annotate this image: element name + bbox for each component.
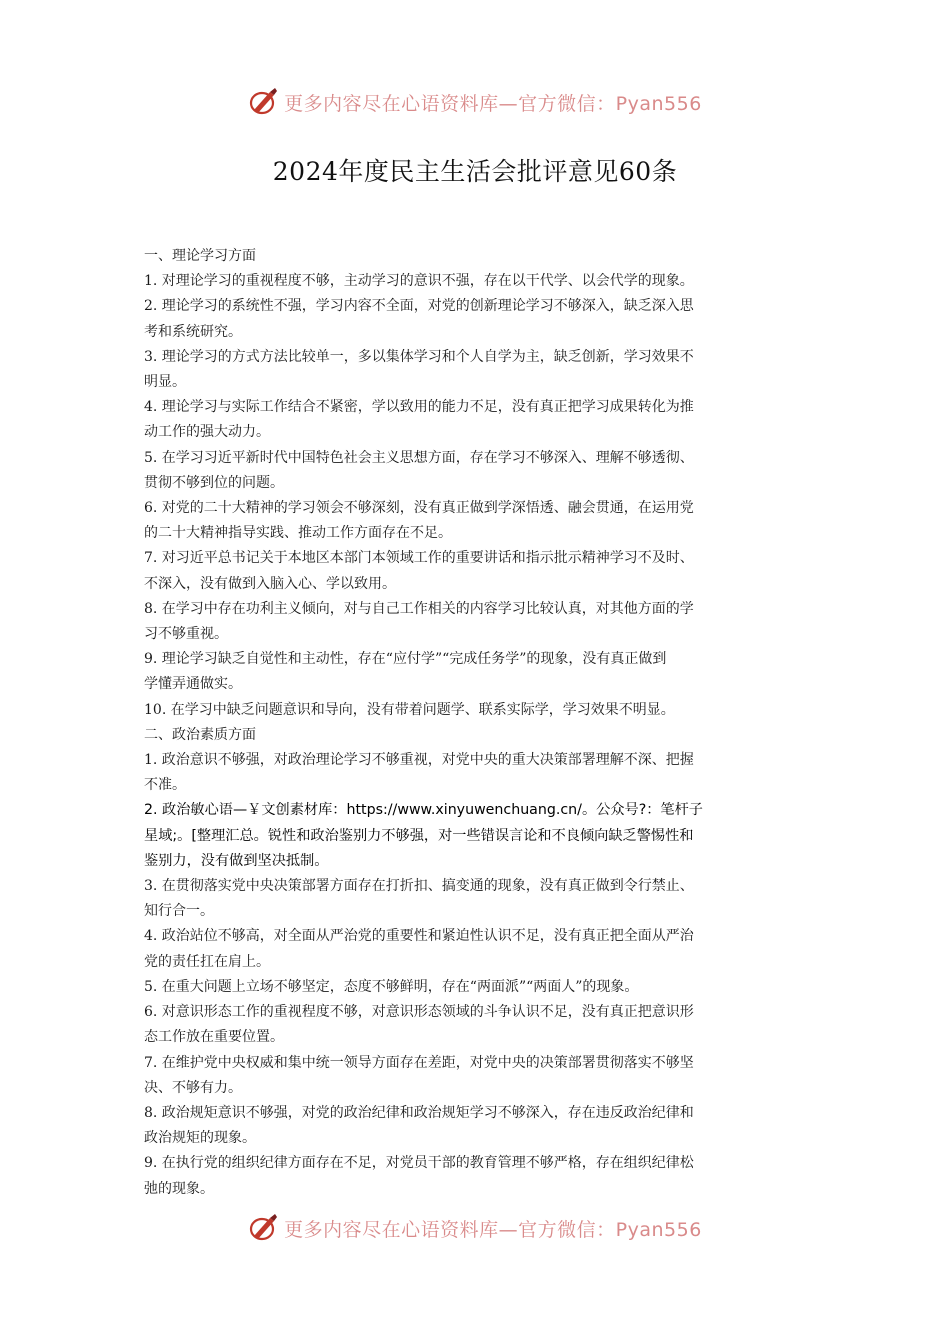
- pen-scroll-logo-icon: [248, 1212, 280, 1244]
- text-line: 态工作放在重要位置。: [144, 1029, 284, 1046]
- text-line: 5. 在重大问题上立场不够坚定，态度不够鲜明，存在“两面派”“两面人”的现象。: [144, 978, 639, 995]
- page-title: 2024年度民主生活会批评意见60条: [272, 157, 678, 186]
- document-body: [144, 244, 808, 1202]
- text-line: 3. 理论学习的方式方法比较单一，多以集体学习和个人自学为主，缺乏创新，学习效果不: [144, 348, 694, 365]
- text-line: 习不够重视。: [144, 626, 228, 643]
- text-line: 学懂弄通做实。: [144, 676, 242, 693]
- text-line: 的二十大精神指导实践、推动工作方面存在不足。: [144, 525, 452, 542]
- banner-text: 更多内容尽在心语资料库—官方微信：Pyan556: [284, 92, 702, 115]
- text-line: 贯彻不够到位的问题。: [144, 474, 284, 491]
- text-line: 4. 理论学习与实际工作结合不紧密，学以致用的能力不足，没有真正把学习成果转化为推: [144, 399, 694, 416]
- watermark-line: 鉴别力，没有做到坚决抵制。: [144, 852, 329, 869]
- text-line: 党的责任扛在肩上。: [144, 953, 270, 970]
- text-line: 7. 对习近平总书记关于本地区本部门本领域工作的重要讲话和指示批示精神学习不及时、: [144, 550, 694, 567]
- footer-banner: [0, 1208, 950, 1248]
- text-line: 8. 在学习中存在功利主义倾向，对与自己工作相关的内容学习比较认真，对其他方面的学: [144, 600, 694, 617]
- text-line: 1. 政治意识不够强，对政治理论学习不够重视，对党中央的重大决策部署理解不深、把握: [144, 752, 694, 769]
- section-heading: 二、政治素质方面: [144, 726, 256, 743]
- header-banner: [0, 82, 950, 122]
- text-line: 10. 在学习中缺乏问题意识和导向，没有带着问题学、联系实际学，学习效果不明显。: [144, 701, 675, 718]
- watermark-line: 2. 政治敏心语—￥文创素材库：https://www.xinyuwenchuang.cn/。公众号?：笔杆子: [144, 802, 703, 819]
- text-line: 不准。: [144, 777, 186, 794]
- text-line: 9. 在执行党的组织纪律方面存在不足，对党员干部的教育管理不够严格，存在组织纪律松: [144, 1155, 694, 1172]
- text-line: 动工作的强大动力。: [144, 424, 270, 441]
- text-line: 1. 对理论学习的重视程度不够，主动学习的意识不强，存在以干代学、以会代学的现象。: [144, 273, 694, 290]
- text-line: 5. 在学习习近平新时代中国特色社会主义思想方面，存在学习不够深入、理解不够透彻、: [144, 449, 694, 466]
- text-line: 9. 理论学习缺乏自觉性和主动性，存在“应付学”“完成任务学”的现象，没有真正做到: [144, 651, 667, 668]
- text-line: 知行合一。: [144, 903, 214, 920]
- pen-scroll-logo-icon: [248, 86, 280, 118]
- text-line: 不深入，没有做到入脑入心、学以致用。: [144, 575, 396, 592]
- text-line: 明显。: [144, 374, 186, 391]
- watermark-line: 星域;。[整理汇总。锐性和政治鉴别力不够强，对一些错误言论和不良倾向缺乏警惕性和: [144, 827, 694, 844]
- text-line: 3. 在贯彻落实党中央决策部署方面存在打折扣、搞变通的现象，没有真正做到令行禁止、: [144, 878, 694, 895]
- text-line: 4. 政治站位不够高，对全面从严治党的重要性和紧迫性认识不足，没有真正把全面从严治: [144, 928, 694, 945]
- text-line: 8. 政治规矩意识不够强，对党的政治纪律和政治规矩学习不够深入，存在违反政治纪律和: [144, 1104, 694, 1121]
- text-line: 6. 对党的二十大精神的学习领会不够深刻，没有真正做到学深悟透、融会贯通，在运用党: [144, 500, 694, 517]
- text-line: 6. 对意识形态工作的重视程度不够，对意识形态领域的斗争认识不足，没有真正把意识形: [144, 1004, 694, 1021]
- text-line: 政治规矩的现象。: [144, 1130, 256, 1147]
- text-line: 考和系统研究。: [144, 323, 242, 340]
- section-heading: 一、理论学习方面: [144, 248, 256, 264]
- text-line: 弛的现象。: [144, 1180, 214, 1197]
- text-line: 7. 在维护党中央权威和集中统一领导方面存在差距，对党中央的决策部署贯彻落实不够坚: [144, 1054, 694, 1071]
- banner-text: 更多内容尽在心语资料库—官方微信：Pyan556: [284, 1218, 702, 1241]
- text-line: 决、不够有力。: [144, 1079, 242, 1096]
- text-line: 2. 理论学习的系统性不强，学习内容不全面，对党的创新理论学习不够深入，缺乏深入思: [144, 298, 694, 315]
